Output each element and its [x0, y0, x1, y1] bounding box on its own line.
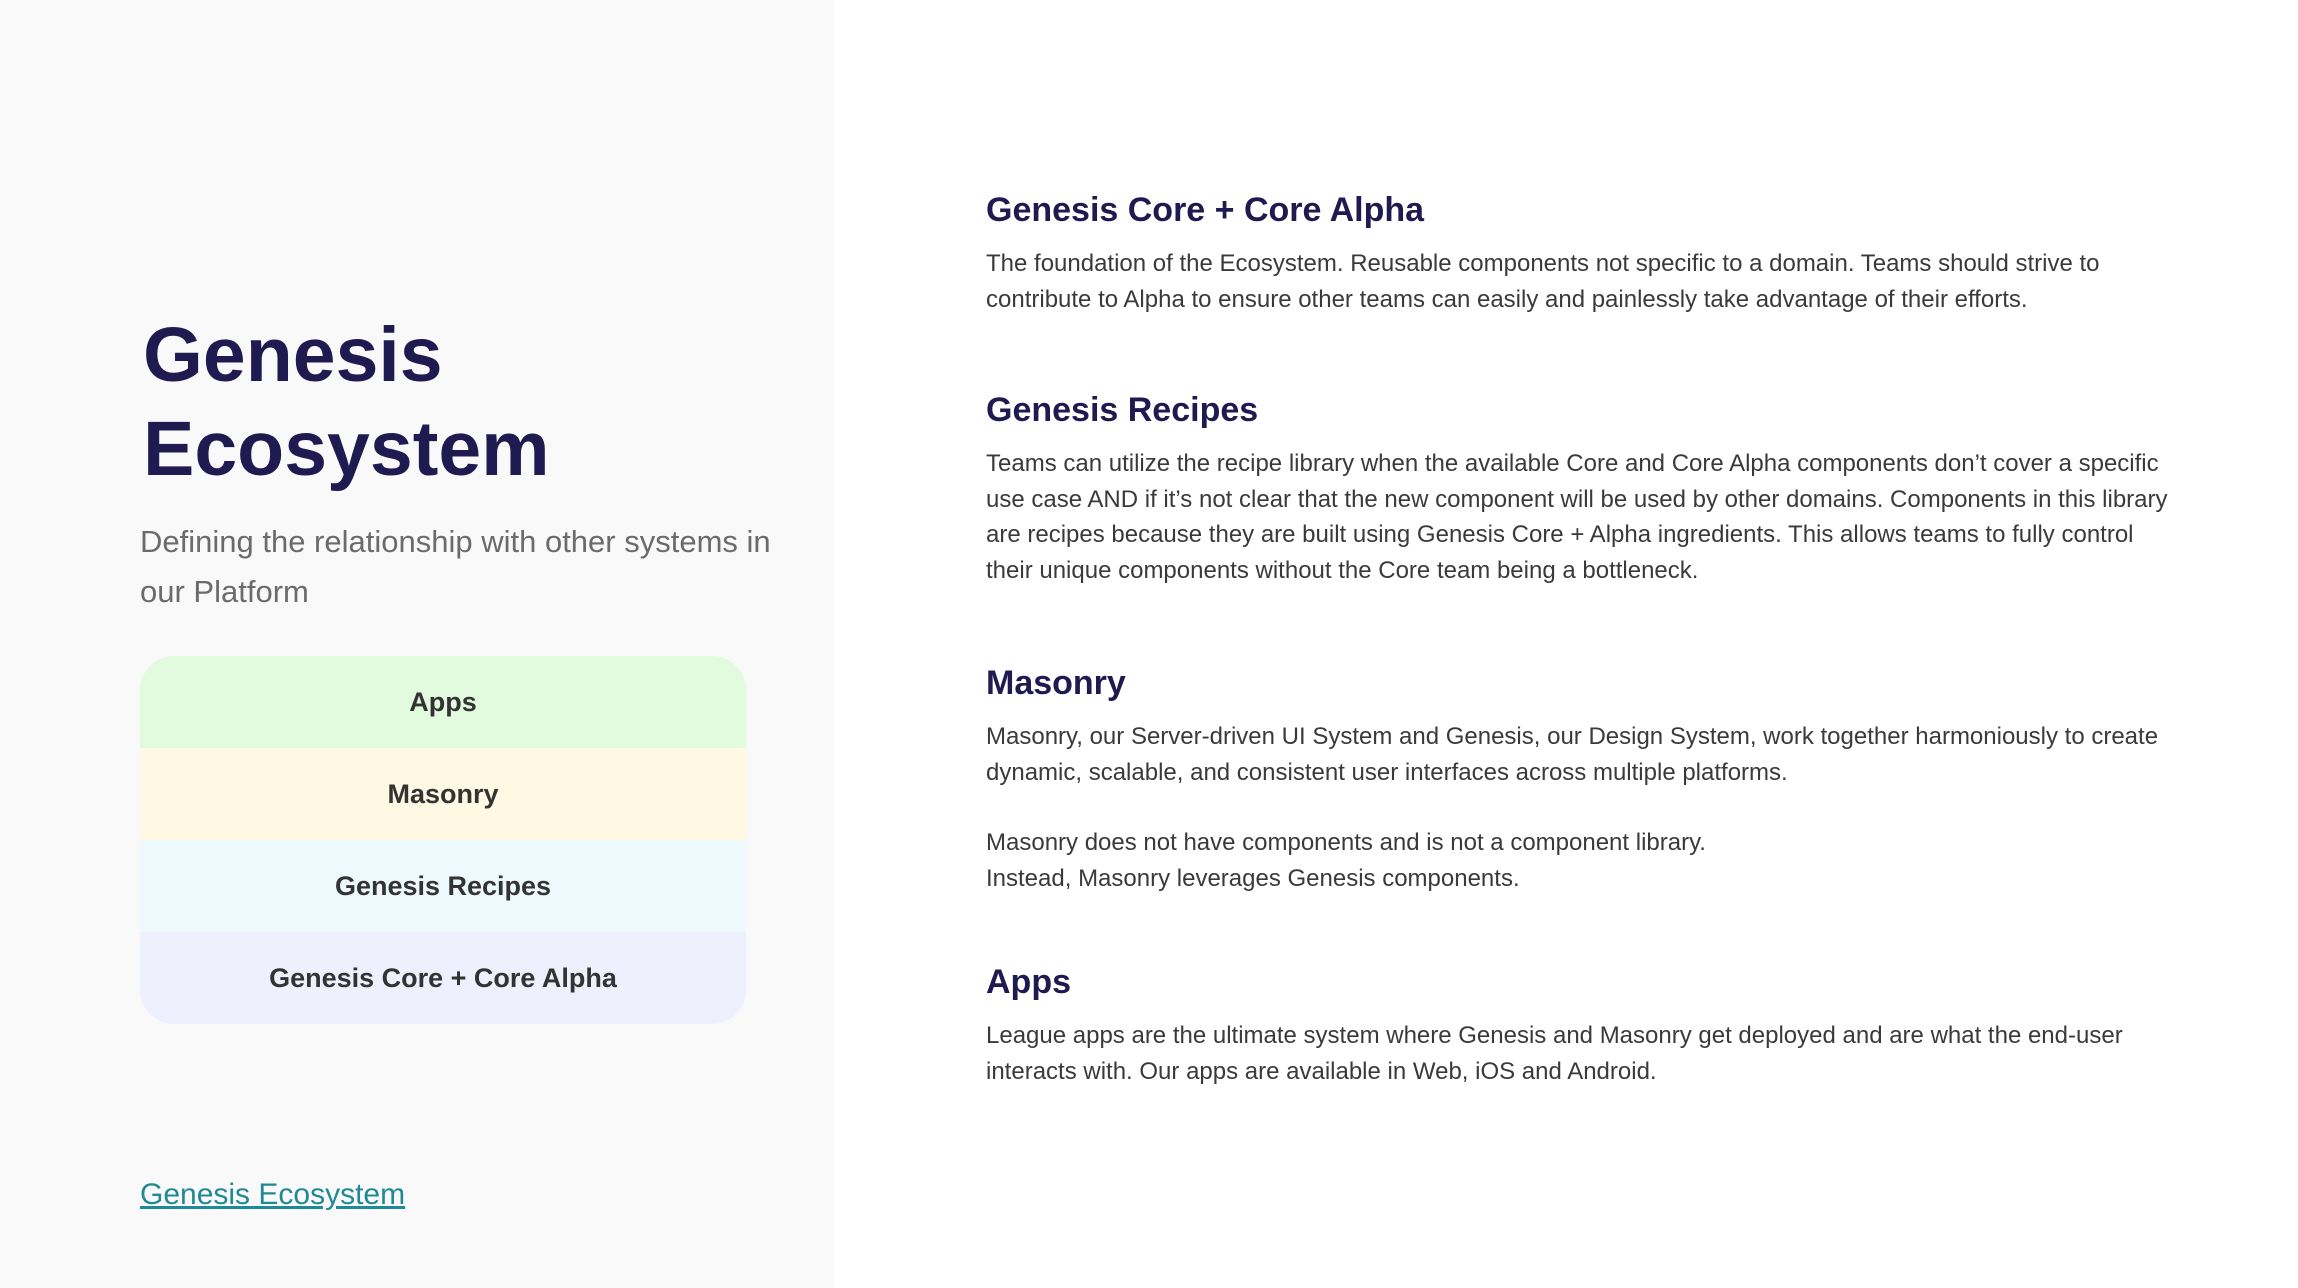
section-heading: Genesis Recipes	[986, 391, 1259, 429]
page-title-line-1: Genesis	[143, 312, 443, 398]
section-body: Teams can utilize the recipe library when the available Core and Core Alpha components don’t cover a specific use case AND if it’s not clear that the new component will be used by other domains. Components in this library are recipes because they are built using Genesis Core + Alpha ingredients. This allows teams to fully control their unique components without the Core team being a bottleneck.	[986, 450, 2168, 584]
ecosystem-layer-stack	[140, 656, 746, 1024]
page-title-line-2: Ecosystem	[143, 406, 550, 492]
section-heading: Apps	[986, 963, 1071, 1001]
section-body: League apps are the ultimate system where Genesis and Masonry get deployed and are what the end-user interacts with. Our apps are available in Web, iOS and Android.	[986, 1022, 2123, 1085]
page-subtitle: Defining the relationship with other systems in our Platform	[140, 524, 771, 609]
left-panel	[0, 0, 834, 1288]
page-title	[143, 308, 783, 496]
section-apps	[986, 960, 2176, 1089]
layer-genesis-recipes: Genesis Recipes	[140, 840, 746, 932]
layer-masonry: Masonry	[140, 748, 746, 840]
section-genesis-recipes	[986, 388, 2176, 588]
section-body-secondary: Masonry does not have components and is not a component library. Instead, Masonry leverages Genesis components.	[986, 829, 1706, 892]
section-genesis-core	[986, 188, 2176, 317]
section-masonry	[986, 661, 2176, 896]
genesis-ecosystem-link[interactable]: Genesis Ecosystem	[140, 1178, 406, 1211]
layer-apps: Apps	[140, 656, 746, 748]
section-body: The foundation of the Ecosystem. Reusable components not specific to a domain. Teams should strive to contribute to Alpha to ensure other teams can easily and painlessly take advantage of their efforts.	[986, 250, 2100, 313]
section-body: Masonry, our Server-driven UI System and Genesis, our Design System, work together harmoniously to create dynamic, scalable, and consistent user interfaces across multiple platforms.	[986, 723, 2159, 786]
section-heading: Masonry	[986, 664, 1126, 702]
layer-genesis-core: Genesis Core + Core Alpha	[140, 932, 746, 1024]
section-heading: Genesis Core + Core Alpha	[986, 191, 1425, 229]
